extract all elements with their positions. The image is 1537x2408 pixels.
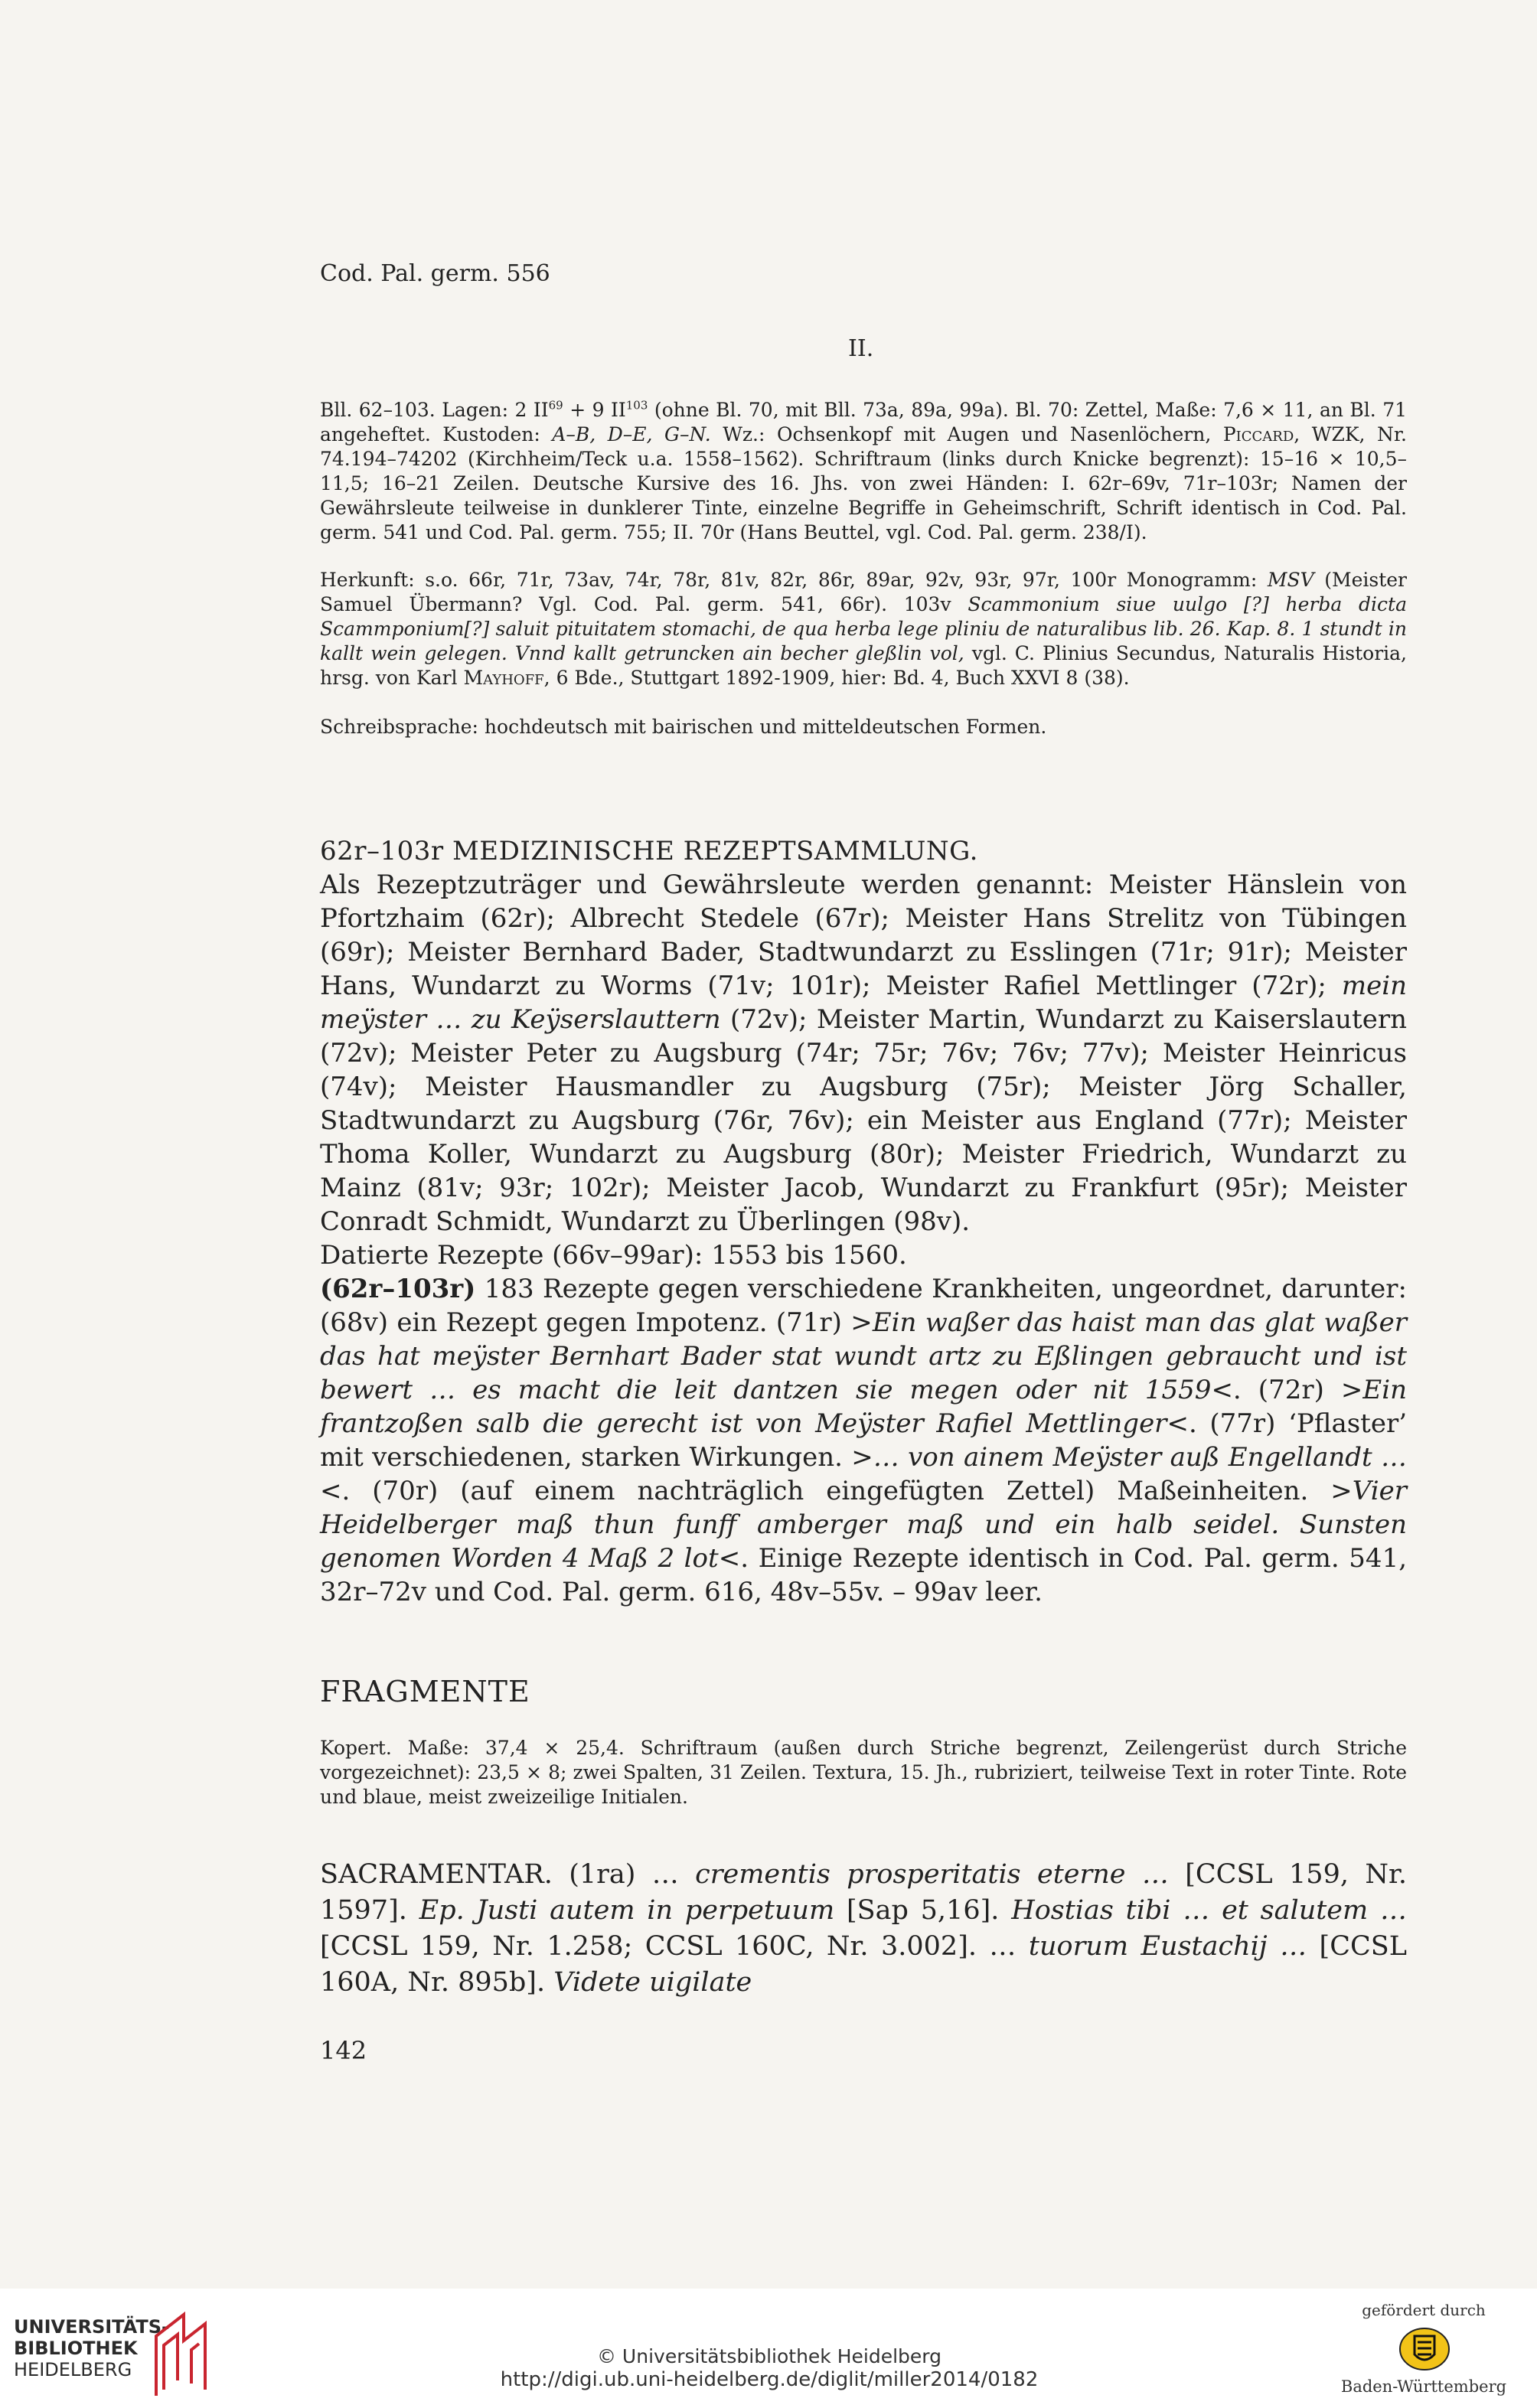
informants-paragraph: Als Rezeptzuträger und Gewährsleute werden genannt: Meister Hänslein von Pfortzhaim (62r); Albrecht Stedele (67r); Meister Hans Strelitz von Tübingen (69r); Meister Bernhard Bader, Stadtwundarzt zu Esslingen (71r; 91r); Meister Hans, Wundarzt zu Worms (71v; 101r); Meister Rafiel Mettlinger (72r); mein meÿster … zu Keÿserslauttern (72v); Meister Martin, Wundarzt zu Kaiserslautern (72v); Meister Peter zu Augsburg (74r; 75r; 76v; 76v; 77v); Meister Heinricus (74v); Meister Hausmandler zu Augsburg (75r); Meister Jörg Schaller, Stadtwundarzt zu Augsburg (76r, 76v); ein Meister aus England (77r); Meister Thoma Koller, Wundarzt zu Augsburg (80r); Meister Friedrich, Wundarzt zu Mainz (81v; 93r; 102r); Meister Jacob, Wundarzt zu Frankfurt (95r); Meister Conradt Schmidt, Wundarzt zu Überlingen (98v). (320, 870, 1407, 1237)
recipe-section (320, 834, 1407, 1609)
provenance-paragraph: Herkunft: s.o. 66r, 71r, 73av, 74r, 78r, 81v, 82r, 86r, 89ar, 92v, 93r, 97r, 100r Monogramm: MSV (Meister Samuel Übermann? Vgl. Cod. Pal. germ. 541, 66r). 103v Scammonium siue uulgo [?] herba dicta Scammponium[?] saluit pituitatem stomachi, de qua herba lege pliniu de naturalibus lib. 26. Kap. 8. 1 stundt in kallt wein gelegen. Vnnd kallt getruncken ain becher gleßlin vol, vgl. C. Plinius Secundus, Naturalis Historia, hrsg. von Karl Mayhoff, 6 Bde., Stuttgart 1892-1909, hier: Bd. 4, Buch XXVI 8 (38). (320, 569, 1407, 689)
library-emblem-icon (152, 2305, 214, 2402)
source-url-link[interactable]: http://digi.ub.uni-heidelberg.de/diglit/miller2014/0182 (500, 2368, 1039, 2391)
page-number: 142 (320, 2036, 367, 2065)
sponsor-name: Baden-Württemberg (1340, 2377, 1507, 2396)
section-number: II. (848, 335, 874, 362)
running-title: Cod. Pal. germ. 556 (320, 260, 550, 287)
state-coat-of-arms-icon (1398, 2325, 1451, 2376)
fragmente-heading: FRAGMENTE (320, 1675, 530, 1708)
fragmente-description: Kopert. Maße: 37,4 × 25,4. Schriftraum (außen durch Striche begrenzt, Zeilengerüst durch Striche vorgezeichnet): 23,5 × 8; zwei Spalten, 31 Zeilen. Textura, 15. Jh., rubriziert, teilweise Text in roter Tinte. Rote und blaue, meist zweizeilige Initialen. (320, 1737, 1407, 1808)
library-logo: UNIVERSITÄTS- BIBLIOTHEK HEIDELBERG (14, 2316, 170, 2380)
dated-recipes-paragraph: Datierte Rezepte (66v–99ar): 1553 bis 1560. (320, 1240, 907, 1271)
codicological-description (320, 398, 1407, 739)
footer-bar (0, 2289, 1537, 2408)
description-paragraph: Bll. 62–103. Lagen: 2 $II^{69} + 9$ II$^{103}$ (ohne Bl. 70, mit Bll. 73a, 89a, 99a). Bl. 70: Zettel, Maße: 7,6 × 11, an Bl. 71 angeheftet. Kustoden: A–B, D–E, G–N. Wz.: Ochsenkopf mit Augen und Nasenlöchern, Piccard, WZK, Nr. 74.194–74202 (Kirchheim/Teck u.a. 1558–1562). Schriftraum (links durch Knicke begrenzt): 15–16 × 10,5–11,5; 16–21 Zeilen. Deutsche Kursive des 16. Jhs. von zwei Händen: I. 62r–69v, 71r–103r; Namen der Gewährsleute teilweise in dunklerer Tinte, einzelne Begriffe in Geheimschrift, Schrift identisch in Cod. Pal. germ. 541 und Cod. Pal. germ. 755; II. 70r (Hans Beuttel, vgl. Cod. Pal. germ. 238/I). (320, 398, 1408, 543)
sponsor-label: gefördert durch (1362, 2301, 1486, 2319)
recipes-paragraph: (62r–103r) 183 Rezepte gegen verschiedene Krankheiten, ungeordnet, darunter: (68v) ein Rezept gegen Impotenz. (71r) >Ein waßer das haist man das glat waßer das hat meÿster Bernhart Bader stat wundt artz zu Eßlingen gebraucht und ist bewert … es macht die leit dantzen sie megen oder nit 1559<. (72r) >Ein frantzoßen salb die gerecht ist von Meÿster Rafiel Mettlinger<. (77r) ‘Pflaster’ mit verschiedenen, starken Wirkungen. >… von ainem Meÿster auß Engellandt …<. (70r) (auf einem nachträglich eingefügten Zettel) Maßeinheiten. >Vier Heidelberger maß thun funff amberger maß und ein halb seidel. Sunsten genomen Worden 4 Maß 2 lot<. Einige Rezepte identisch in Cod. Pal. germ. 541, 32r–72v und Cod. Pal. germ. 616, 48v–55v. – 99av leer. (320, 1274, 1408, 1607)
sacramentar-entry: SACRAMENTAR. (1ra) … crementis prosperitatis eterne … [CCSL 159, Nr. 1597]. Ep. Justi autem in perpetuum [Sap 5,16]. Hostias tibi … et salutem … [CCSL 159, Nr. 1.258; CCSL 160C, Nr. 3.002]. … tuorum Eustachij … [CCSL 160A, Nr. 895b]. Videte uigilate (320, 1859, 1407, 1998)
language-paragraph: Schreibsprache: hochdeutsch mit bairischen und mitteldeutschen Formen. (320, 716, 1047, 738)
copyright-text: © Universitätsbibliothek Heidelberg (596, 2345, 941, 2367)
section-heading: 62r–103r MEDIZINISCHE REZEPTSAMMLUNG. (320, 836, 978, 866)
